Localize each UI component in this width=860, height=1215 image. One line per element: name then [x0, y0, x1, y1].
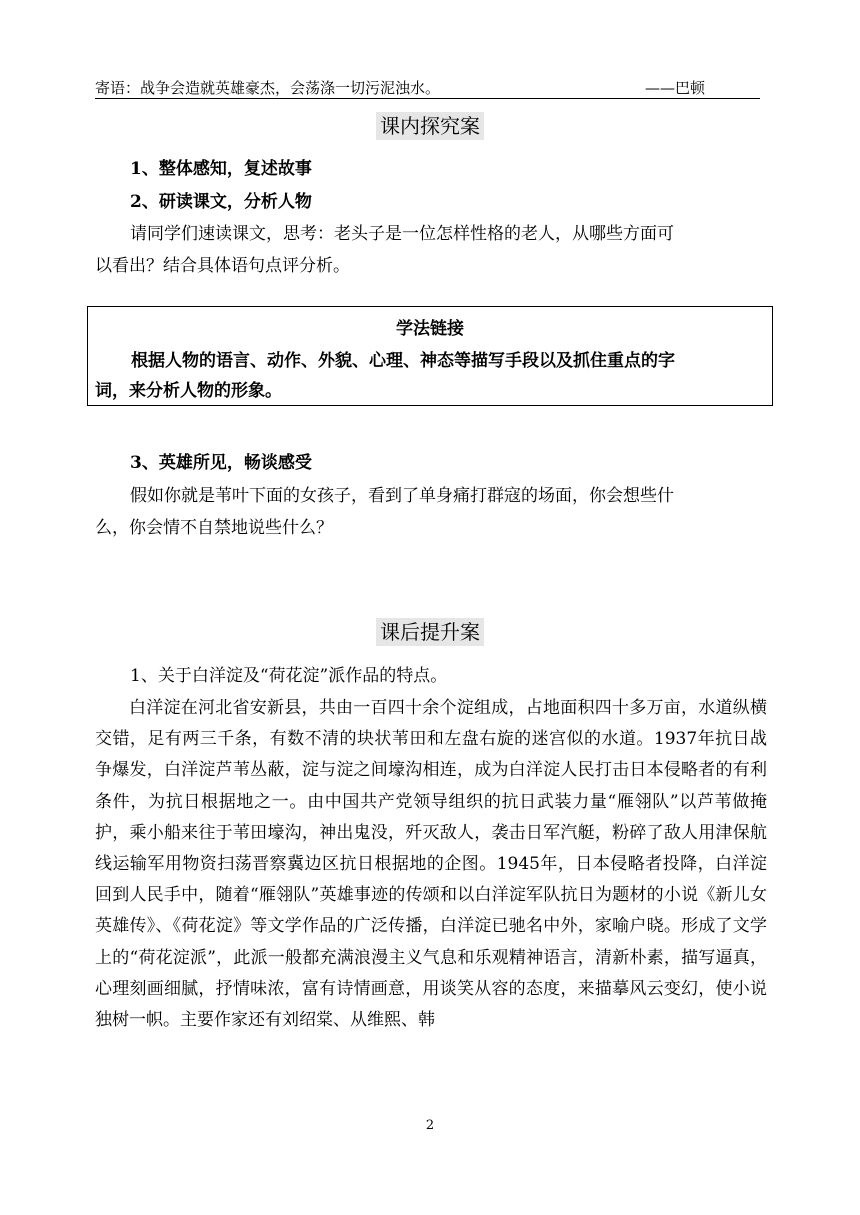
step-2-question-line2: 以看出？结合具体语句点评分析。: [95, 256, 350, 276]
section-title-in-class-text: 课内探究案: [376, 112, 484, 140]
step-3-heading: 3、英雄所见，畅谈感受: [130, 453, 312, 473]
baiyangdian-paragraph: 白洋淀在河北省安新县，共由一百四十余个淀组成，占地面积四十多万亩，水道纵横交错，足有两三千条，有数不清的块状苇田和左盘右旋的迷宫似的水道。1937年抗日战争爆发，白洋淀芦苇丛蔽，淀与淀之间壕沟相连，成为白洋淀人民打击日本侵略者的有利条件，为抗日根据地之一。由中国共产党领导组织的抗日武装力量“雁翎队”以芦苇做掩护，乘小船来往于苇田壕沟，神出鬼没，歼灭敌人，袭击日军汽艇，粉碎了敌人用津保航线运输军用物资扫荡晋察冀边区抗日根据地的企图。1945年，日本侵略者投降，白洋淀回到人民手中，随着“雁翎队”英雄事迹的传颂和以白洋淀军队抗日为题材的小说《新儿女英雄传》、《荷花淀》等文学作品的广泛传播，白洋淀已驰名中外，家喻户晓。形成了文学上的“荷花淀派”，此派一般都充满浪漫主义气息和乐观精神语言，清新朴素，描写逼真，心理刻画细腻，抒情味浓，富有诗情画意，用谈笑从容的态度，来描摹风云变幻，使小说独树一帜。主要作家还有刘绍棠、从维熙、韩: [95, 698, 767, 1031]
step-3-line2: 么，你会情不自禁地说些什么？: [95, 518, 333, 538]
section-title-after-class-text: 课后提升案: [376, 618, 484, 646]
step-1-heading: 1、整体感知，复述故事: [130, 159, 312, 179]
step-2-heading: 2、研读课文，分析人物: [130, 192, 312, 212]
page-number: 2: [425, 1118, 435, 1133]
item-1-heading: 1、关于白洋淀及“荷花淀”派作品的特点。: [130, 666, 448, 686]
header-motto: 寄语：战争会造就英雄豪杰，会荡涤一切污泥浊水。: [95, 79, 441, 97]
step-3-line1: 假如你就是苇叶下面的女孩子，看到了单身痛打群寇的场面，你会想些什: [130, 486, 674, 506]
page-header: [95, 78, 760, 99]
study-tip-title: 学法链接: [396, 319, 464, 339]
study-tip-box: [87, 306, 773, 406]
header-author: ——巴顿: [645, 79, 706, 97]
section-title-in-class: [0, 112, 860, 140]
study-tip-line2: 词，来分析人物的形象。: [95, 381, 282, 401]
section-title-after-class: [0, 618, 860, 646]
study-tip-line1: 根据人物的语言、动作、外貌、心理、神态等描写手段以及抓住重点的字: [131, 351, 675, 371]
step-2-question-line1: 请同学们速读课文，思考：老头子是一位怎样性格的老人，从哪些方面可: [130, 224, 674, 244]
